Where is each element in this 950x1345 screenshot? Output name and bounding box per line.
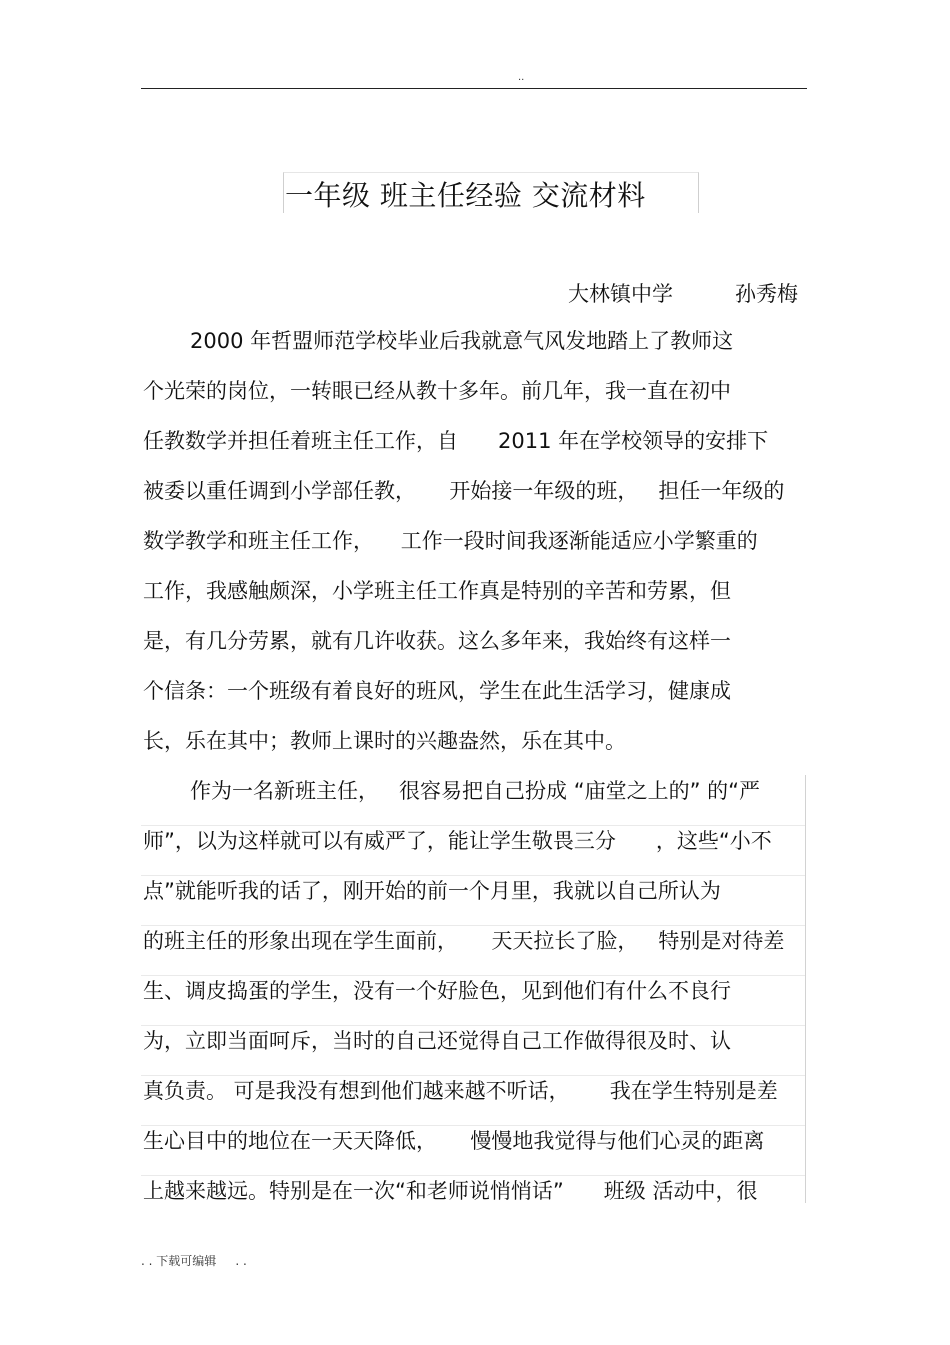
author-name: 孙秀梅 bbox=[735, 282, 798, 306]
body-line: 作为一名新班主任， 很容易把自己扮成 “庙堂之上的” 的“严 bbox=[190, 779, 761, 803]
body-line: 任教数学并担任着班主任工作，自 2011 年在学校领导的安排下 bbox=[143, 429, 769, 453]
text-grid-line bbox=[141, 875, 805, 876]
body-line: 为，立即当面呵斥，当时的自己还觉得自己工作做得很及时、认 bbox=[143, 1029, 731, 1053]
header-rule bbox=[141, 88, 807, 89]
body-line: 个光荣的岗位，一转眼已经从教十多年。前几年，我一直在初中 bbox=[143, 379, 731, 403]
document-title: 一年级 班主任经验 交流材料 bbox=[285, 179, 646, 212]
body-line: 工作，我感触颇深，小学班主任工作真是特别的辛苦和劳累，但 bbox=[143, 579, 731, 603]
body-line: 点”就能听我的话了，刚开始的前一个月里，我就以自己所认为 bbox=[143, 879, 721, 903]
text-grid-line bbox=[141, 1175, 805, 1176]
body-line: 真负责。 可是我没有想到他们越来越不听话， 我在学生特别是差 bbox=[143, 1079, 778, 1103]
body-line: 是，有几分劳累，就有几许收获。这么多年来，我始终有这样一 bbox=[143, 629, 731, 653]
text-grid-line bbox=[141, 1025, 805, 1026]
body-line: 被委以重任调到小学部任教， 开始接一年级的班， 担任一年级的 bbox=[143, 479, 785, 503]
footer-note: . . 下载可编辑 . . bbox=[141, 1254, 247, 1268]
body-line: 师”，以为这样就可以有威严了，能让学生敬畏三分 ，这些“小不 bbox=[143, 829, 772, 853]
text-grid-line bbox=[141, 975, 805, 976]
body-line: 的班主任的形象出现在学生面前， 天天拉长了脸， 特别是对待差 bbox=[143, 929, 785, 953]
author-school: 大林镇中学 bbox=[568, 282, 673, 306]
body-line: 上越来越远。特别是在一次“和老师说悄悄话” 班级 活动中，很 bbox=[143, 1179, 758, 1203]
text-grid-line bbox=[141, 925, 805, 926]
text-grid-line bbox=[141, 1125, 805, 1126]
text-grid-line bbox=[141, 1075, 805, 1076]
text-grid-line bbox=[141, 825, 805, 826]
body-line: 长，乐在其中；教师上课时的兴趣盎然，乐在其中。 bbox=[143, 729, 626, 753]
body-line: 数学教学和班主任工作， 工作一段时间我逐渐能适应小学繁重的 bbox=[143, 529, 758, 553]
body-line: 生心目中的地位在一天天降低， 慢慢地我觉得与他们心灵的距离 bbox=[143, 1129, 765, 1153]
header-mark: .. bbox=[518, 72, 525, 83]
body-line: 个信条：一个班级有着良好的班风，学生在此生活学习，健康成 bbox=[143, 679, 731, 703]
body-line: 2000 年哲盟师范学校毕业后我就意气风发地踏上了教师这 bbox=[190, 329, 734, 353]
body-line: 生、调皮捣蛋的学生，没有一个好脸色，见到他们有什么不良行 bbox=[143, 979, 731, 1003]
